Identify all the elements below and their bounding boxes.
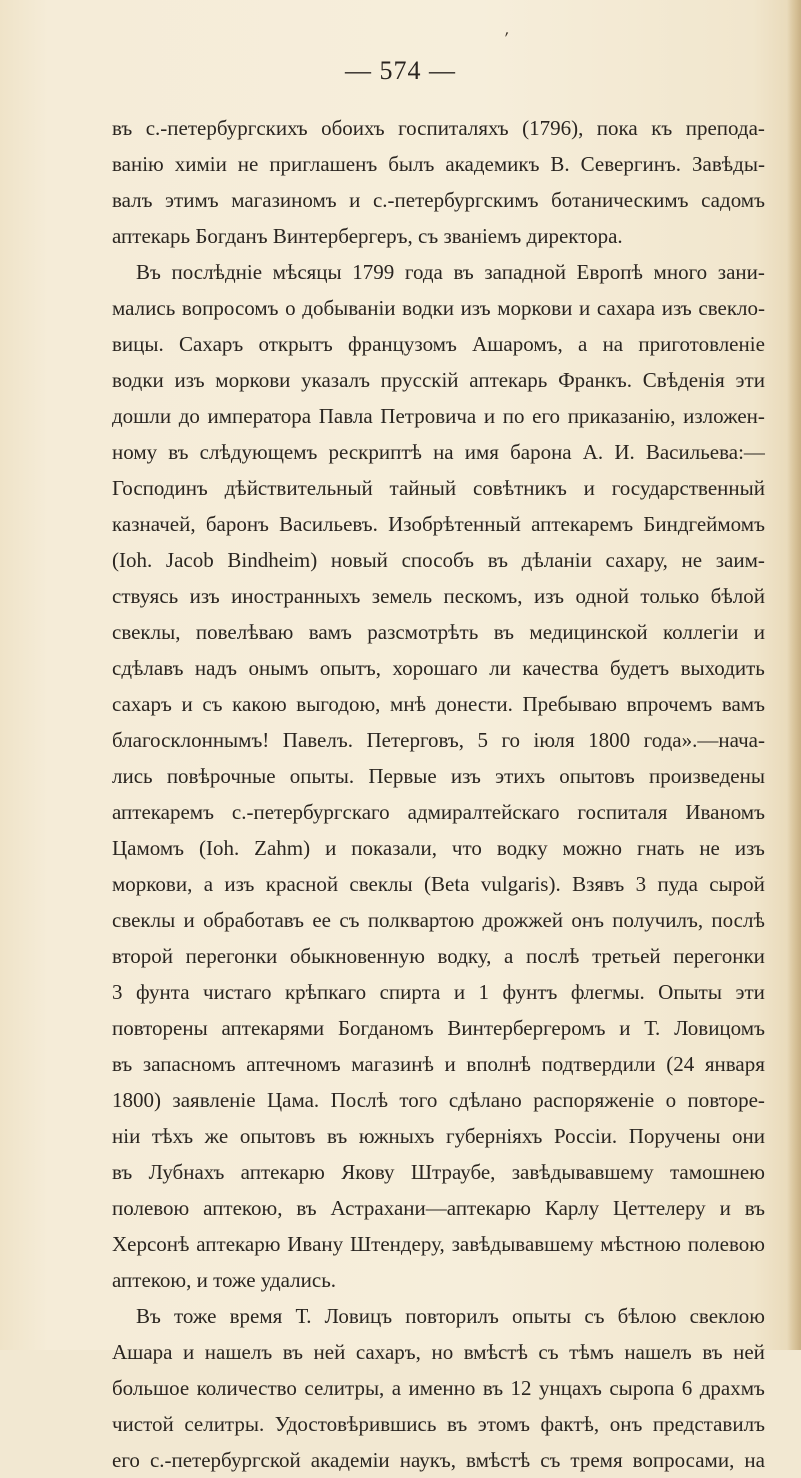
text-line: въ запасномъ аптечномъ магазинѣ и вполнѣ подтвердили (24 января: [112, 1052, 765, 1076]
text-line: Ашара и нашелъ въ ней сахаръ, но вмѣстѣ съ тѣмъ нашелъ въ ней: [112, 1340, 765, 1364]
text-line: 3 фунта чистаго крѣпкаго спирта и 1 фунтъ флегмы. Опыты эти: [112, 980, 765, 1004]
text-line: въ Лубнахъ аптекарю Якову Штраубе, завѣдывавшему тамошнею: [112, 1160, 765, 1184]
stray-ink-mark: ʹ: [502, 27, 510, 49]
body-text: [112, 110, 765, 1478]
text-line: аптекаремъ с.-петербургскаго адмиралтейскаго госпиталя Иваномъ: [112, 800, 765, 824]
text-line: свеклы и обработавъ ее съ полквартою дрожжей онъ получилъ, послѣ: [112, 908, 765, 932]
text-line: 1800) заявленіе Цама. Послѣ того сдѣлано распоряженіе о повторе-: [112, 1088, 765, 1112]
text-line: сдѣлавъ надъ онымъ опытъ, хорошаго ли качества будетъ выходить: [112, 656, 765, 680]
text-line: чистой селитры. Удостовѣрившись въ этомъ фактѣ, онъ представилъ: [112, 1412, 765, 1436]
text-line: Цамомъ (Ioh. Zahm) и показали, что водку можно гнать не изъ: [112, 836, 765, 860]
text-line: Господинъ дѣйствительный тайный совѣтникъ и государственный: [112, 476, 765, 500]
text-line: ному въ слѣдующемъ рескриптѣ на имя барона А. И. Васильева:—: [112, 440, 765, 464]
text-line: Въ послѣдніе мѣсяцы 1799 года въ западной Европѣ много зани-: [136, 260, 765, 284]
text-line: повторены аптекарями Богданомъ Винтербергеромъ и Т. Ловицомъ: [112, 1016, 765, 1040]
text-line: вицы. Сахаръ открытъ французомъ Ашаромъ, а на приготовленіе: [112, 332, 765, 356]
text-line: казначей, баронъ Васильевъ. Изобрѣтенный аптекаремъ Биндгеймомъ: [112, 512, 765, 536]
text-line: аптекою, и тоже удались.: [112, 1268, 337, 1292]
page-edge-shadow: [787, 0, 801, 1350]
text-line: ніи тѣхъ же опытовъ въ южныхъ губерніяхъ Россіи. Поручены они: [112, 1124, 765, 1148]
text-line: Въ тоже время Т. Ловицъ повторилъ опыты съ бѣлою свеклою: [136, 1304, 765, 1328]
text-line: сахаръ и съ какою выгодою, мнѣ донести. Пребываю впрочемъ вамъ: [112, 692, 765, 716]
text-line: Херсонѣ аптекарю Ивану Штендеру, завѣдывавшему мѣстною полевою: [112, 1232, 765, 1256]
text-line: второй перегонки обыкновенную водку, а послѣ третьей перегонки: [112, 944, 765, 968]
text-line: валъ этимъ магазиномъ и с.-петербургскимъ ботаническимъ садомъ: [112, 188, 765, 212]
text-line: полевою аптекою, въ Астрахани—аптекарю Карлу Цеттелеру и въ: [112, 1196, 765, 1220]
page-number: — 574 —: [345, 56, 456, 85]
text-line: его с.-петербургской академіи наукъ, вмѣстѣ съ тремя вопросами, на: [112, 1448, 765, 1472]
text-line: (Ioh. Jacob Bindheim) новый способъ въ дѣланіи сахару, не заим-: [112, 548, 765, 572]
text-line: лись повѣрочные опыты. Первые изъ этихъ опытовъ произведены: [112, 764, 765, 788]
text-line: ствуясь изъ иностранныхъ земель пескомъ, изъ одной только бѣлой: [112, 584, 765, 608]
text-line: моркови, а изъ красной свеклы (Beta vulgaris). Взявъ 3 пуда сырой: [112, 872, 765, 896]
text-line: аптекарь Богданъ Винтербергеръ, съ званіемъ директора.: [112, 224, 623, 248]
text-line: большое количество селитры, а именно въ 12 унцахъ сыропа 6 драхмъ: [112, 1376, 765, 1400]
text-line: благосклоннымъ! Павелъ. Петерговъ, 5 го іюля 1800 года».—нача-: [112, 728, 765, 752]
text-line: ванію химіи не приглашенъ былъ академикъ В. Севергинъ. Завѣды-: [112, 152, 765, 176]
text-line: мались вопросомъ о добываніи водки изъ моркови и сахара изъ свекло-: [112, 296, 765, 320]
text-line: дошли до императора Павла Петровича и по его приказанію, изложен-: [112, 404, 765, 428]
text-line: водки изъ моркови указалъ прусскій аптекарь Франкъ. Свѣденія эти: [112, 368, 765, 392]
text-line: свеклы, повелѣваю вамъ разсмотрѣть въ медицинской коллегіи и: [112, 620, 765, 644]
text-line: въ с.-петербургскихъ обоихъ госпиталяхъ (1796), пока къ препода-: [112, 116, 765, 140]
